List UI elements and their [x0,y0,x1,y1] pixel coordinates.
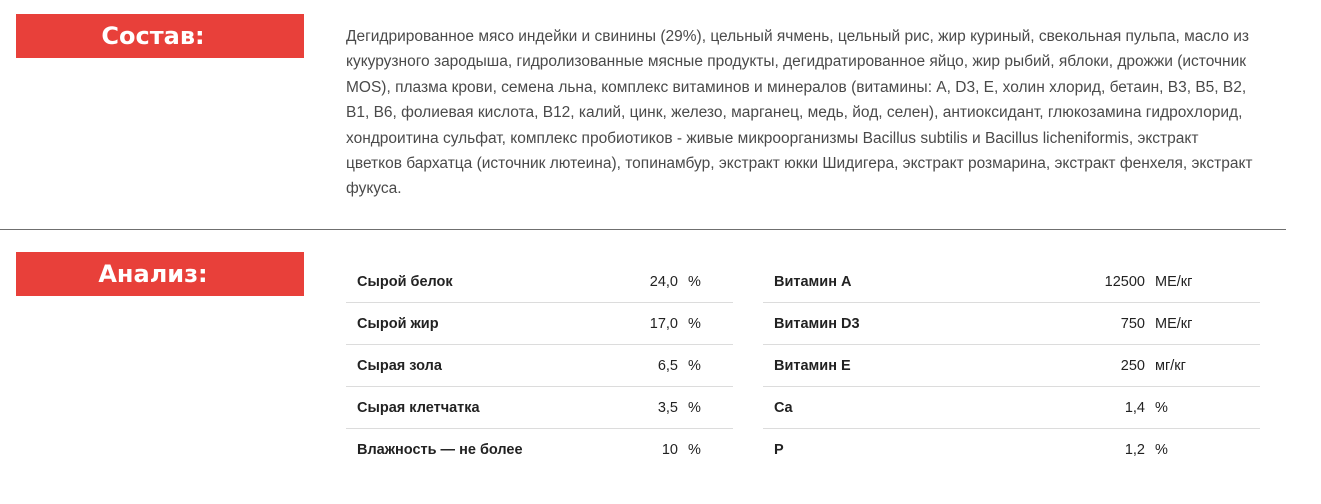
nutrient-name: Сырой белок [357,273,453,290]
nutrient-unit: % [1155,399,1168,416]
table-row [346,387,733,429]
nutrient-name: Сырая зола [357,357,442,374]
nutrient-value: 17,0 [649,315,678,332]
nutrient-name: Влажность — не более [357,442,523,458]
table-row [763,345,1260,387]
table-row [763,303,1260,345]
nutrient-unit: % [688,442,701,458]
nutrient-value: 1,4 [1124,399,1145,416]
nutrient-unit: % [1155,442,1168,458]
nutrient-value: 750 [1120,315,1145,332]
table-row [763,261,1260,303]
table-row [346,429,733,471]
nutrient-unit: % [688,315,701,332]
table-row [763,387,1260,429]
table-row [763,429,1260,471]
nutrient-name: Витамин D3 [774,315,860,332]
nutrient-value: 250 [1120,357,1145,374]
analysis-table-vitamins [763,261,1260,471]
nutrient-name: Витамин E [774,357,851,374]
nutrient-name: P [774,442,784,458]
nutrient-unit: % [688,357,701,374]
nutrient-value: 1,2 [1124,442,1145,458]
nutrient-value: 10 [661,442,678,458]
composition-label: Состав: [16,14,304,58]
nutrient-unit: МЕ/кг [1155,315,1193,332]
nutrient-value: 3,5 [657,399,678,416]
analysis-label: Анализ: [16,252,304,296]
nutrient-name: Ca [774,399,793,416]
nutrient-name: Сырая клетчатка [357,399,480,416]
nutrient-unit: МЕ/кг [1155,273,1193,290]
nutrient-value: 6,5 [657,357,678,374]
nutrient-unit: % [688,399,701,416]
nutrient-name: Витамин A [774,273,852,290]
nutrient-value: 12500 [1104,273,1145,290]
analysis-table-nutrients [346,261,733,471]
table-row [346,261,733,303]
table-row [346,303,733,345]
table-row [346,345,733,387]
nutrient-unit: % [688,273,701,290]
section-divider [0,229,1286,230]
nutrient-unit: мг/кг [1155,357,1186,374]
nutrient-name: Сырой жир [357,315,439,332]
nutrient-value: 24,0 [649,273,678,290]
composition-text: Дегидрированное мясо индейки и свинины (29%), цельный ячмень, цельный рис, жир куриный, свекольная пульпа, масло из кукурузного зародыша, гидролизованные мясные продукты, дегидратированное яйцо, жир рыбий, яблоки, дрожжи (источник MOS), плазма крови, семена льна, комплекс витаминов и минералов (витамины: A, D3, E, холин хлорид, бетаин, B3, B5, B2, B1, B6, фолиевая кислота, B12, калий, цинк, железо, марганец, медь, йод, селен), антиоксидант, глюкозамина гидрохлорид, хондроитина сульфат, комплекс пробиотиков - живые микроорганизмы Bacillus subtilis и Bacillus licheniformis, экстракт цветков бархатца (источник лютеина), топинамбур, экстракт юкки Шидигера, экстракт розмарина, экстракт фенхеля, экстракт фукуса. [346,28,1253,198]
